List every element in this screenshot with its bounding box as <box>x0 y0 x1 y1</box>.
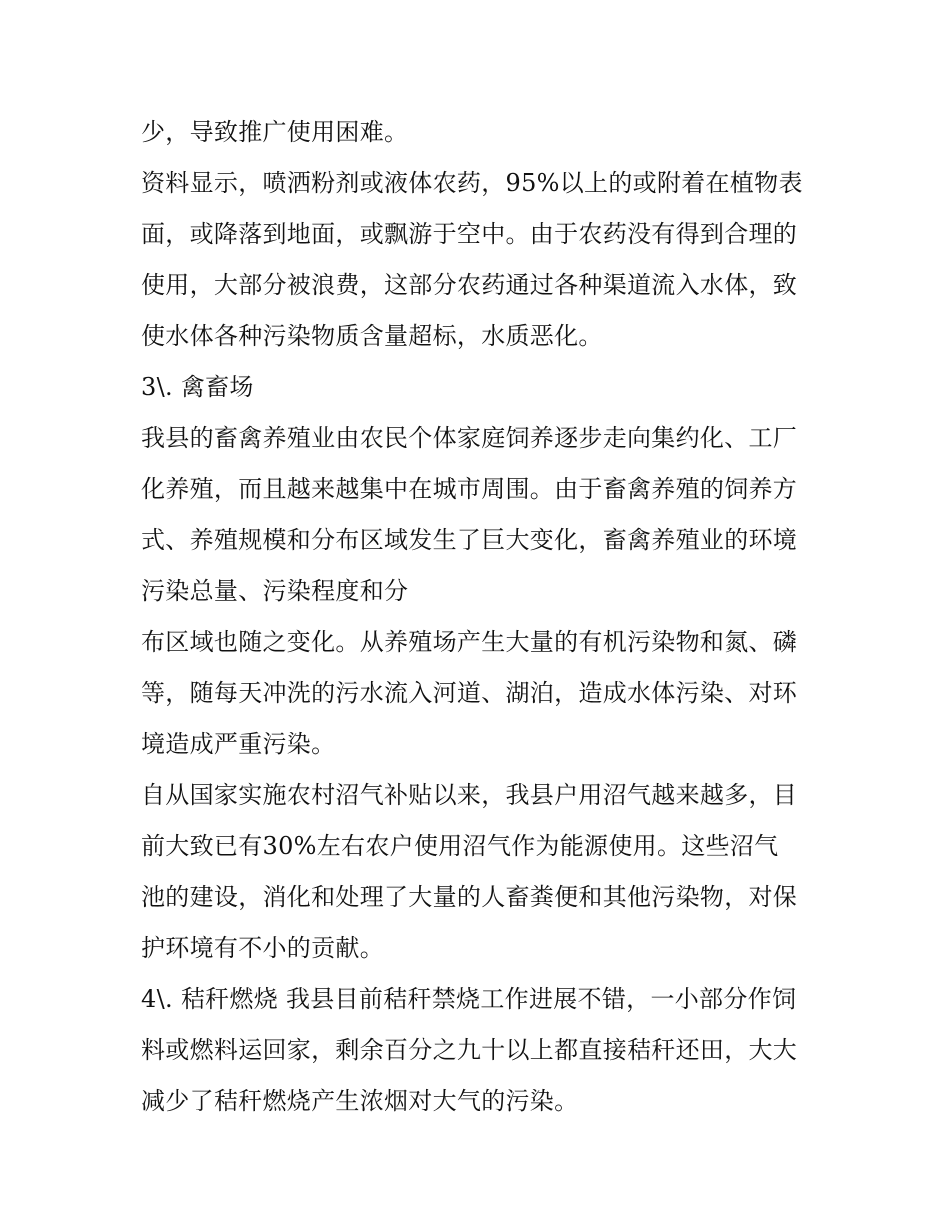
text-line: 护环境有不小的贡献。 <box>141 934 384 962</box>
document-body <box>141 107 821 1127</box>
text-line: 污染总量、污染程度和分 <box>141 577 409 605</box>
text-line: 我县的畜禽养殖业由农民个体家庭饲养逐步走向集约化、工厂 <box>141 424 798 452</box>
text-line: 式、养殖规模和分布区域发生了巨大变化，畜禽养殖业的环境 <box>141 526 798 554</box>
text-line: 少，导致推广使用困难。 <box>141 118 409 146</box>
text-line: 面，或降落到地面，或飘游于空中。由于农药没有得到合理的 <box>141 220 798 248</box>
text-line: 减少了秸秆燃烧产生浓烟对大气的污染。 <box>141 1087 579 1115</box>
section-heading-3: 3\. 禽畜场 <box>141 373 254 401</box>
text-line: 化养殖，而且越来越集中在城市周围。由于畜禽养殖的饲养方 <box>141 475 798 503</box>
text-line: 境造成严重污染。 <box>141 730 336 758</box>
text-line: 使用，大部分被浪费，这部分农药通过各种渠道流入水体，致 <box>141 271 798 299</box>
section-heading-4: 4\. 秸秆燃烧 我县目前秸秆禁烧工作进展不错，一小部分作饲 <box>141 985 797 1013</box>
text-line: 等，随每天冲洗的污水流入河道、湖泊，造成水体污染、对环 <box>141 679 798 707</box>
text-line: 自从国家实施农村沼气补贴以来，我县户用沼气越来越多，目 <box>141 781 798 809</box>
text-line: 料或燃料运回家，剩余百分之九十以上都直接秸秆还田，大大 <box>141 1036 798 1064</box>
text-line: 前大致已有30%左右农户使用沼气作为能源使用。这些沼气 <box>141 832 779 860</box>
text-line: 布区域也随之变化。从养殖场产生大量的有机污染物和氮、磷 <box>141 628 798 656</box>
text-line: 资料显示，喷洒粉剂或液体农药，95%以上的或附着在植物表 <box>141 169 803 197</box>
text-line: 池的建设，消化和处理了大量的人畜粪便和其他污染物，对保 <box>141 883 798 911</box>
text-line: 使水体各种污染物质含量超标，水质恶化。 <box>141 322 603 350</box>
